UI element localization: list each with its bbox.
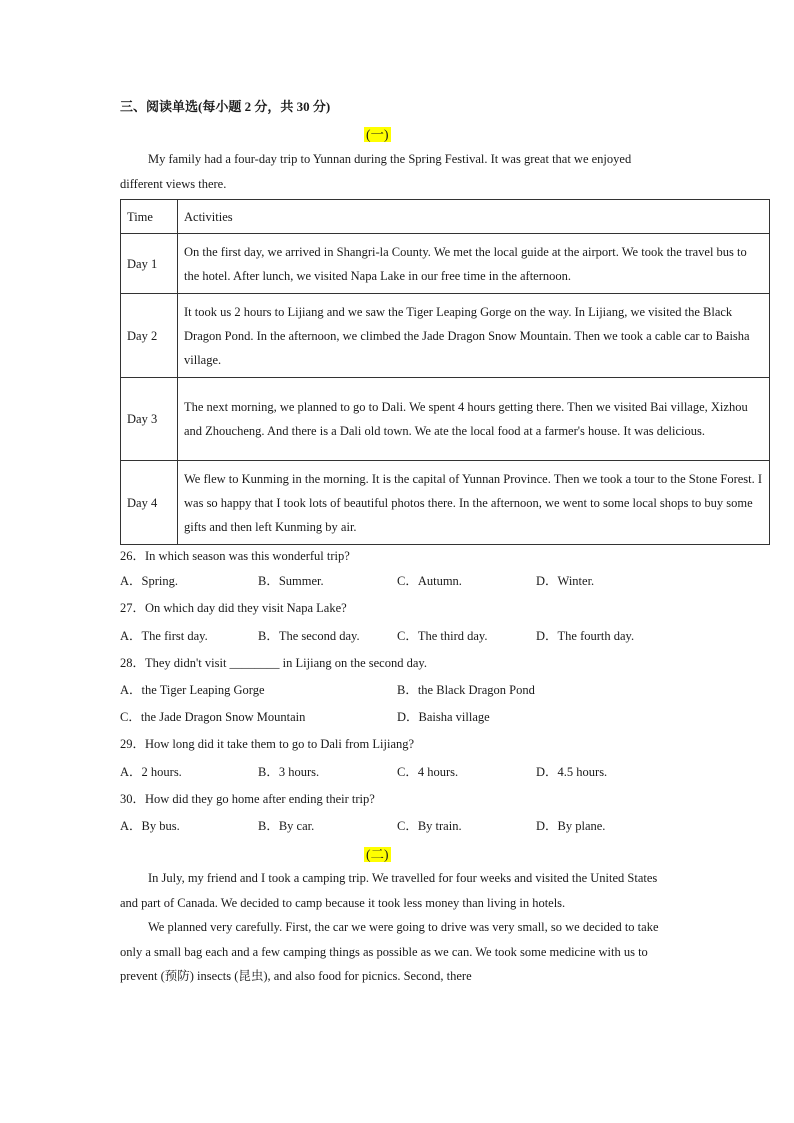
table-row xyxy=(121,378,770,461)
q27-option-c[interactable]: C．The third day. xyxy=(397,629,488,643)
q30-option-d[interactable]: D．By plane. xyxy=(536,819,606,833)
row-day: Day 3 xyxy=(121,378,178,461)
passage-one-intro xyxy=(120,147,665,196)
q30-option-c[interactable]: C．By train. xyxy=(397,819,462,833)
section-title: 三、阅读单选(每小题 2 分，共 30 分) xyxy=(120,99,331,114)
table-row xyxy=(121,234,770,294)
q28-option-d[interactable]: D．Baisha village xyxy=(397,710,490,724)
itinerary-table xyxy=(120,199,770,545)
passage-one-intro-text: My family had a four-day trip to Yunnan during the Spring Festival. It was great that we enjoyed different views there. xyxy=(120,152,632,191)
q27-option-a[interactable]: A．The first day. xyxy=(120,629,208,643)
table-row xyxy=(121,294,770,378)
passage-two-paragraph: In July, my friend and I took a camping trip. We travelled for four weeks and visited the United States and part of Canada. We decided to camp because it took less money than living in hotels. xyxy=(120,871,658,910)
q26-option-a[interactable]: A．Spring. xyxy=(120,574,178,588)
table-row xyxy=(121,461,770,545)
part-two-label-text: (二) xyxy=(366,847,389,862)
q28-option-c[interactable]: C．the Jade Dragon Snow Mountain xyxy=(120,710,306,724)
passage-two xyxy=(120,866,665,989)
header-time: Time xyxy=(121,200,178,234)
table-header-row xyxy=(121,200,770,234)
part-one-label-text: (一) xyxy=(366,127,389,142)
question-26: 26．In which season was this wonderful trip? xyxy=(120,549,350,563)
row-activities: The next morning, we planned to go to Dali. We spent 4 hours getting there. Then we visited Bai village, Xizhou and Zhoucheng. And there is a Dali old town. We ate the local food at a farmer's house. It was delicious. xyxy=(178,378,770,461)
header-activities: Activities xyxy=(178,200,770,234)
passage-two-paragraph: We planned very carefully. First, the car we were going to drive was very small, so we decided to take only a small bag each and a few camping things as possible as we can. We took some medicine with us to prevent (预防) insects (昆虫), and also food for picnics. Second, there xyxy=(120,920,659,983)
row-day: Day 2 xyxy=(121,294,178,378)
part-one-label xyxy=(364,123,391,143)
row-day: Day 4 xyxy=(121,461,178,545)
q27-option-d[interactable]: D．The fourth day. xyxy=(536,629,635,643)
q26-option-d[interactable]: D．Winter. xyxy=(536,574,595,588)
q29-option-d[interactable]: D．4.5 hours. xyxy=(536,765,608,779)
q27-option-b[interactable]: B．The second day. xyxy=(258,629,360,643)
row-day: Day 1 xyxy=(121,234,178,294)
q26-option-c[interactable]: C．Autumn. xyxy=(397,574,462,588)
q28-option-b[interactable]: B．the Black Dragon Pond xyxy=(397,683,535,697)
question-28: 28．They didn't visit ________ in Lijiang on the second day. xyxy=(120,656,427,670)
q29-option-c[interactable]: C．4 hours. xyxy=(397,765,459,779)
q26-option-b[interactable]: B．Summer. xyxy=(258,574,324,588)
row-activities: We flew to Kunming in the morning. It is the capital of Yunnan Province. Then we took a tour to the Stone Forest. I was so happy that I took lots of beautiful photos there. In the afternoon, we went to some local shops to buy some gifts and then left Kunming by air. xyxy=(178,461,770,545)
q30-option-a[interactable]: A．By bus. xyxy=(120,819,180,833)
part-two-label xyxy=(364,843,391,863)
q28-option-a[interactable]: A．the Tiger Leaping Gorge xyxy=(120,683,265,697)
q30-option-b[interactable]: B．By car. xyxy=(258,819,315,833)
q29-option-b[interactable]: B．3 hours. xyxy=(258,765,320,779)
question-27: 27．On which day did they visit Napa Lake? xyxy=(120,601,347,615)
row-activities: On the first day, we arrived in Shangri-la County. We met the local guide at the airport. We took the travel bus to the hotel. After lunch, we visited Napa Lake in our free time in the afternoon. xyxy=(178,234,770,294)
q29-option-a[interactable]: A．2 hours. xyxy=(120,765,182,779)
row-activities: It took us 2 hours to Lijiang and we saw the Tiger Leaping Gorge on the way. In Lijiang, we visited the Black Dragon Pond. In the afternoon, we climbed the Jade Dragon Snow Mountain. Then we took a cable car to Baisha village. xyxy=(178,294,770,378)
question-30: 30．How did they go home after ending their trip? xyxy=(120,792,375,806)
question-29: 29．How long did it take them to go to Dali from Lijiang? xyxy=(120,737,415,751)
